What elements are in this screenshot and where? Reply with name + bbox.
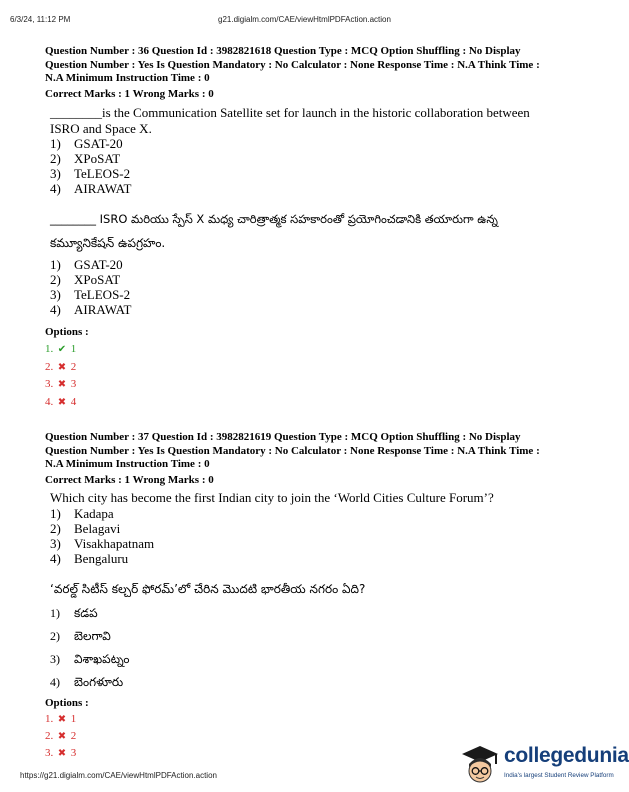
option-te-3: 3) విశాఖపట్నం	[50, 652, 130, 666]
question-text-telugu-line1: ________ ISRO మరియు స్పేస్ X మధ్య చారిత్రాత్మక సహకారంతో ప్రయోగించడానికి తయారుగా ఉన్న	[50, 212, 498, 226]
graduate-mascot-icon	[458, 742, 502, 787]
brand-tagline: India's largest Student Review Platform	[504, 772, 614, 779]
option-te-4: 4) బెంగళూరు	[50, 675, 124, 689]
option-en-4: 4) AIRAWAT	[50, 181, 132, 196]
print-footer-url: https://g21.digialm.com/CAE/viewHtmlPDFAction.action	[20, 771, 217, 780]
print-url: g21.digialm.com/CAE/viewHtmlPDFAction.action	[218, 15, 391, 24]
question-text-telugu: ‘వరల్డ్ సిటీస్ కల్చర్ ఫోరమ్’లో చేరిన మొదటి భారతీయ నగరం ఏది?	[50, 582, 366, 596]
option-te-2: 2) XPoSAT	[50, 272, 121, 287]
option-en-3: 3) TeLEOS-2	[50, 166, 131, 181]
collegedunia-logo	[458, 742, 629, 787]
option-te-3: 3) TeLEOS-2	[50, 287, 131, 302]
cross-icon: ✖	[57, 362, 67, 373]
question-meta: Question Number : 37 Question Id : 3982821619 Question Type : MCQ Option Shuffling : No Display Question Number : Yes Is Question Mandatory : No Calculator : None Response Time : N.A Think Time : N.A Minimum Instruction Time : 0	[45, 431, 540, 470]
option-en-1: 1) GSAT-20	[50, 136, 123, 151]
brand-name: collegedunia	[504, 744, 629, 767]
answer-option-4: 4. ✖ 4	[45, 396, 77, 408]
cross-icon: ✖	[57, 379, 67, 390]
question-text-english: ________is the Communication Satellite set for launch in the historic collaboration between ISRO and Space X.	[50, 105, 530, 136]
option-en-3: 3) Visakhapatnam	[50, 536, 155, 551]
cross-icon: ✖	[57, 714, 67, 725]
options-label: Options :	[45, 326, 89, 338]
answer-option-3: 3. ✖ 3	[45, 747, 77, 759]
marks-info: Correct Marks : 1 Wrong Marks : 0	[45, 474, 214, 486]
cross-icon: ✖	[57, 397, 67, 408]
question-text-english: Which city has become the first Indian city to join the ‘World Cities Culture Forum’?	[50, 490, 494, 505]
option-en-4: 4) Bengaluru	[50, 551, 129, 566]
cross-icon: ✖	[57, 748, 67, 759]
option-te-1: 1) కడప	[50, 606, 98, 620]
marks-info: Correct Marks : 1 Wrong Marks : 0	[45, 88, 214, 100]
option-en-2: 2) XPoSAT	[50, 151, 121, 166]
option-te-1: 1) GSAT-20	[50, 257, 123, 272]
answer-option-2: 2. ✖ 2	[45, 361, 77, 373]
options-label: Options :	[45, 697, 89, 709]
check-icon: ✔	[57, 344, 67, 355]
answer-option-1: 1. ✖ 1	[45, 713, 77, 725]
browser-print-header	[0, 15, 612, 27]
option-en-2: 2) Belagavi	[50, 521, 121, 536]
answer-option-1: 1. ✔ 1	[45, 343, 77, 355]
question-text-telugu-line2: కమ్యూనికేషన్ ఉపగ్రహం.	[50, 236, 166, 250]
answer-option-3: 3. ✖ 3	[45, 378, 77, 390]
question-meta: Question Number : 36 Question Id : 3982821618 Question Type : MCQ Option Shuffling : No Display Question Number : Yes Is Question Mandatory : No Calculator : None Response Time : N.A Think Time : N.A Minimum Instruction Time : 0	[45, 45, 540, 84]
cross-icon: ✖	[57, 731, 67, 742]
option-te-4: 4) AIRAWAT	[50, 302, 132, 317]
option-te-2: 2) బెలగావి	[50, 629, 111, 643]
print-datetime: 6/3/24, 11:12 PM	[10, 15, 71, 24]
option-en-1: 1) Kadapa	[50, 506, 114, 521]
answer-option-2: 2. ✖ 2	[45, 730, 77, 742]
